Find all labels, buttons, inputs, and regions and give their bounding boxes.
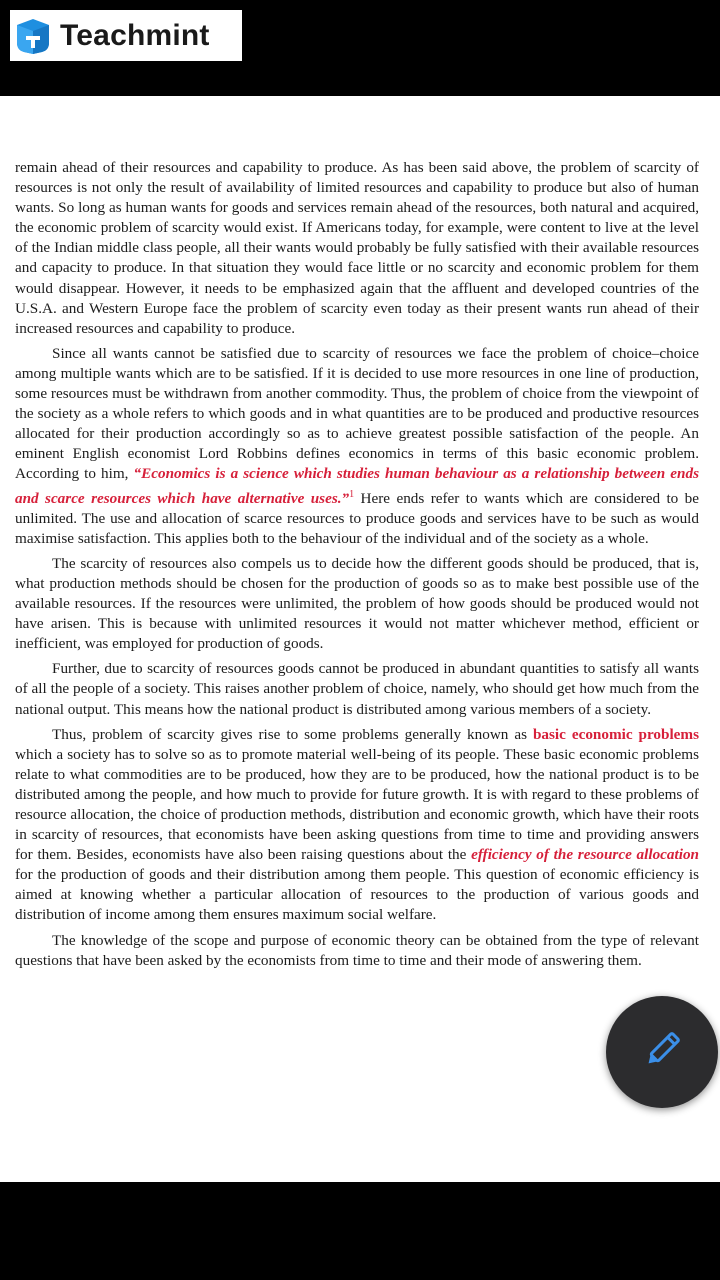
brand-name: Teachmint [60, 18, 210, 52]
footnote-marker: 1 [349, 488, 355, 500]
bottom-bar [0, 1182, 720, 1280]
paragraph-3: The scarcity of resources also compels us to decide how the different goods should be produced, that is, what production methods should be chosen for the production of goods so as to make best possible use of the available resources. If the resources were unlimited, the problem of how goods should be produced would not have arisen. This is because with unlimited resources it would not matter whichever method, efficient or inefficient, was employed for production of goods. [15, 554, 699, 653]
document-text [15, 158, 699, 976]
top-bar [0, 0, 720, 96]
paragraph-2-text-a: Since all wants cannot be satisfied due to scarcity of resources we face the problem of choice–choice among multiple wants which are to be satisfied. If it is decided to use more resources in one line of production, some resources must be withdrawn from another commodity. Thus, the problem of choice from the viewpoint of the society as a whole refers to which goods and in what quantities are to be produced and productive resources allocated for their production accordingly so as to achieve greatest possible satisfaction of the people. An eminent English economist Lord Robbins defines economics in terms of this basic economic problem. According to him, [15, 344, 699, 483]
paragraph-2-text-b: Here ends refer to wants which are considered to be unlimited. The use and allocation of scarce resources to produce goods and services have to be such as would maximise satisfaction. This applies both to the behaviour of the individual and of the society as a whole. [15, 489, 699, 547]
basic-economic-problems-highlight: basic economic problems [532, 725, 699, 743]
paragraph-5-text-a: Thus, problem of scarcity gives rise to some problems generally known as [52, 725, 533, 743]
edit-button[interactable] [606, 996, 718, 1108]
paragraph-5 [15, 725, 699, 926]
document-page[interactable] [0, 96, 720, 1182]
robbins-definition-highlight: “Economics is a science which studies human behaviour as a relationship between ends and scarce resources which have alternative uses.” [15, 465, 699, 507]
paragraph-6: The knowledge of the scope and purpose of economic theory can be obtained from the type of relevant questions that have been asked by the economists from time to time and their mode of answering them. [15, 931, 699, 969]
paragraph-5-text-c: for the production of goods and their distribution among them people. This question of economic efficiency is aimed at knowing whether a particular allocation of resources to the production of various goods and distribution of income among them ensures maximum social welfare. [15, 866, 699, 924]
paragraph-1: remain ahead of their resources and capability to produce. As has been said above, the problem of scarcity of resources is not only the result of availability of limited resources and capability to produce but also of human wants. So long as human wants for goods and services remain ahead of the resources, both natural and acquired, the economic problem of scarcity would exist. If Americans today, for example, were content to live at the level of the Indian middle class people, all their wants would probably be fully satisfied with their available resources and capacity to produce. In that situation they would face little or no scarcity and economic problem for them would disappear. However, it needs to be emphasized again that the affluent and developed countries of the U.S.A. and Western Europe face the problem of scarcity even today as their present wants run ahead of their increased resources and capability to produce. [15, 159, 699, 337]
paragraph-5-text-b: which a society has to solve so as to promote material well-being of its people. These basic economic problems relate to what commodities are to be produced, how they are to be produced, how the national product is to be distributed among the people, and how much to provide for future growth. It is with regard to these problems of resource allocation, the choice of production methods, distribution and economic growth, which have their roots in scarcity of resources, that economists have been asking questions from time to time and providing answers for them. Besides, economists have also been raising questions about the [15, 745, 699, 864]
efficiency-highlight: efficiency of the resource allocation [471, 846, 699, 864]
teachmint-logo-icon [14, 17, 52, 55]
paragraph-4: Further, due to scarcity of resources goods cannot be produced in abundant quantities to satisfy all wants of all the people of a society. This raises another problem of choice, namely, who should get how much from the national output. This means how the national product is distributed among various members of a society. [15, 660, 699, 718]
paragraph-2 [15, 344, 699, 549]
teachmint-logo [10, 10, 242, 61]
pencil-icon [640, 1028, 684, 1077]
